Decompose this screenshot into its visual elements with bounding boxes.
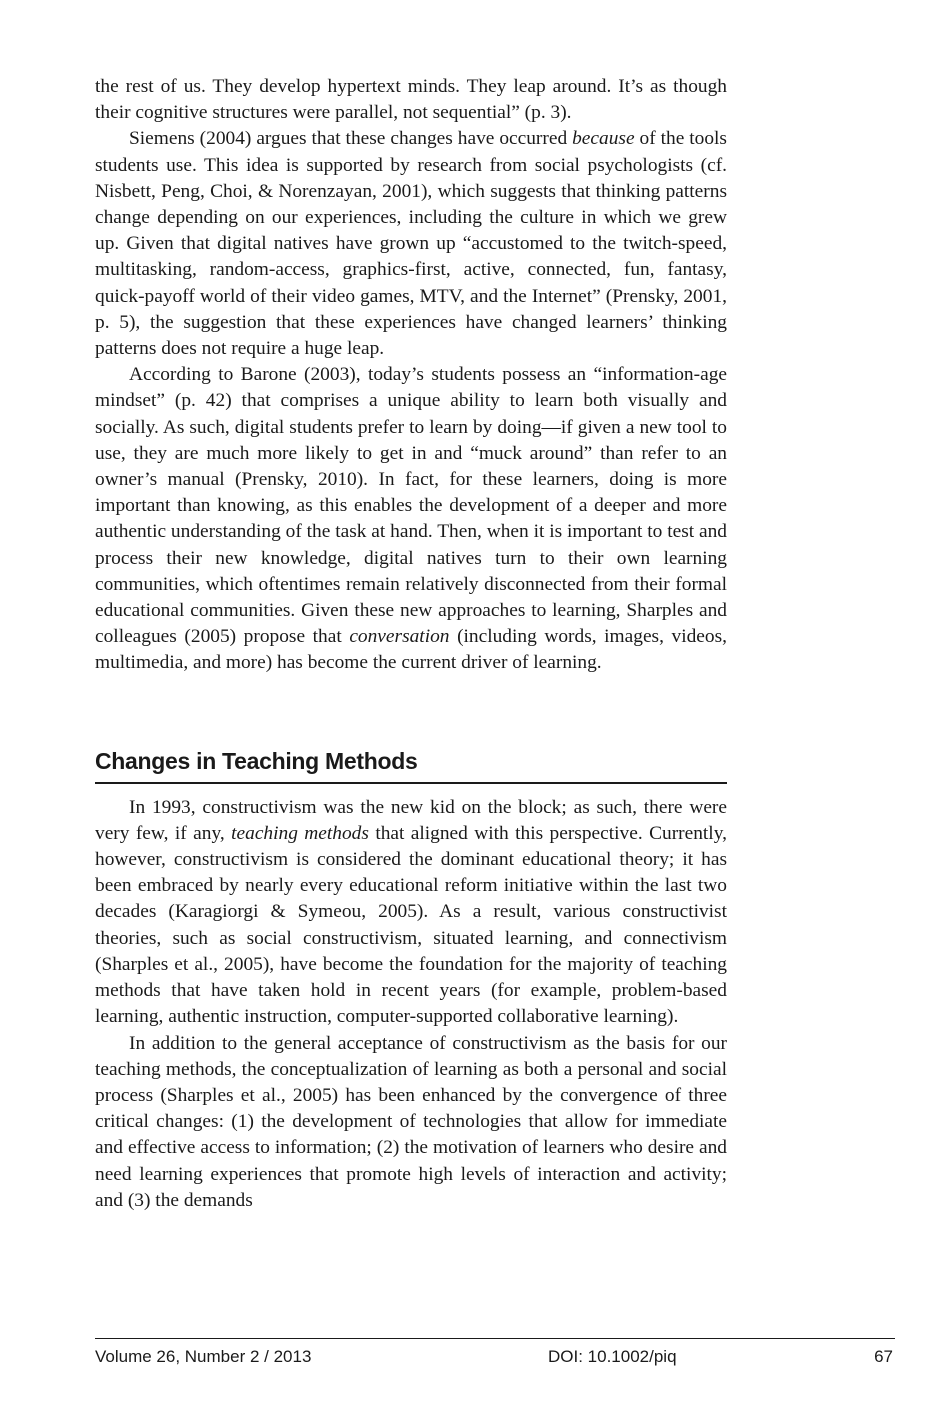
paragraph-siemens <box>95 126 727 362</box>
paragraph-constructivism <box>95 795 727 1031</box>
footer-divider <box>95 1338 895 1339</box>
paragraph-barone <box>95 362 727 676</box>
emphasis-because: because <box>572 128 635 150</box>
paragraph-text: According to Barone (2003), today’s students possess an “information-age mindset” (p. 42) that comprises a unique ability to learn both visually and socially. As such, digital students prefer to learn by doing—if given a new tool to use, they are much more likely to get in and “muck around” than refer to an owner’s manual (Prensky, 2010). In fact, for these learners, doing is more important than knowing, as this enables the development of a deeper and more authentic understanding of the task at hand. Then, when it is important to test and process their new knowledge, digital natives turn to their own learning communities, which oftentimes remain relatively disconnected from their formal educational communities. Given these new approaches to learning, Sharples and colleagues (2005) propose that <box>95 364 727 648</box>
section-changes-in-teaching-methods <box>95 747 727 1214</box>
continued-paragraph <box>95 74 727 126</box>
page-number: 67 <box>874 1347 893 1366</box>
page-footer <box>95 1345 895 1369</box>
paragraph-convergence <box>95 1031 727 1214</box>
paragraph-text: that aligned with this perspective. Currently, however, constructivism is considered the dominant educational theory; it has been embraced by nearly every educational reform initiative within the last two decades (Karagiorgi & Symeou, 2005). As a result, various constructivist theories, such as social constructivism, situated learning, and connectivism (Sharples et al., 2005), have become the foundation for the majority of teaching methods that have taken hold in recent years (for example, problem-based learning, authentic instruction, computer-supported collaborative learning). <box>95 822 727 1028</box>
section-heading: Changes in Teaching Methods <box>95 747 727 784</box>
emphasis-teaching-methods: teaching methods <box>231 822 369 844</box>
paragraph-text: In 1993, constructivism was the new kid on the block; as such, there were very few, if any, <box>95 796 727 844</box>
paragraph-text: (including words, images, videos, multimedia, and more) has become the current driver of learning. <box>95 626 727 674</box>
paragraph-text: In addition to the general acceptance of constructivism as the basis for our teaching methods, the conceptualization of learning as both a personal and social process (Sharples et al., 2005) has been enhanced by the convergence of three critical changes: (1) the development of technologies that allow for immediate and effective access to information; (2) the motivation of learners who desire and need learning experiences that promote high levels of interaction and activity; and (3) the demands <box>95 1032 727 1211</box>
footer-volume: Volume 26, Number 2 / 2013 <box>95 1347 312 1366</box>
paragraph-text: the rest of us. They develop hypertext minds. They leap around. It’s as though their cognitive structures were parallel, not sequential” (p. 3). <box>95 76 727 124</box>
paragraph-text: Siemens (2004) argues that these changes have occurred <box>129 128 573 150</box>
paragraph-text: of the tools students use. This idea is supported by research from social psychologists (cf. Nisbett, Peng, Choi, & Norenzayan, 2001), which suggests that thinking patterns change depending on our experiences, including the culture in which we grew up. Given that digital natives have grown up “accustomed to the twitch-speed, multitasking, random-access, graphics-first, active, connected, fun, fantasy, quick-payoff world of their video games, MTV, and the Internet” (Prensky, 2001, p. 5), the suggestion that these experiences have changed learners’ thinking patterns does not require a huge leap. <box>95 128 727 360</box>
body-text-column <box>95 74 727 1214</box>
emphasis-conversation: conversation <box>349 626 450 648</box>
footer-doi: DOI: 10.1002/piq <box>548 1347 677 1366</box>
